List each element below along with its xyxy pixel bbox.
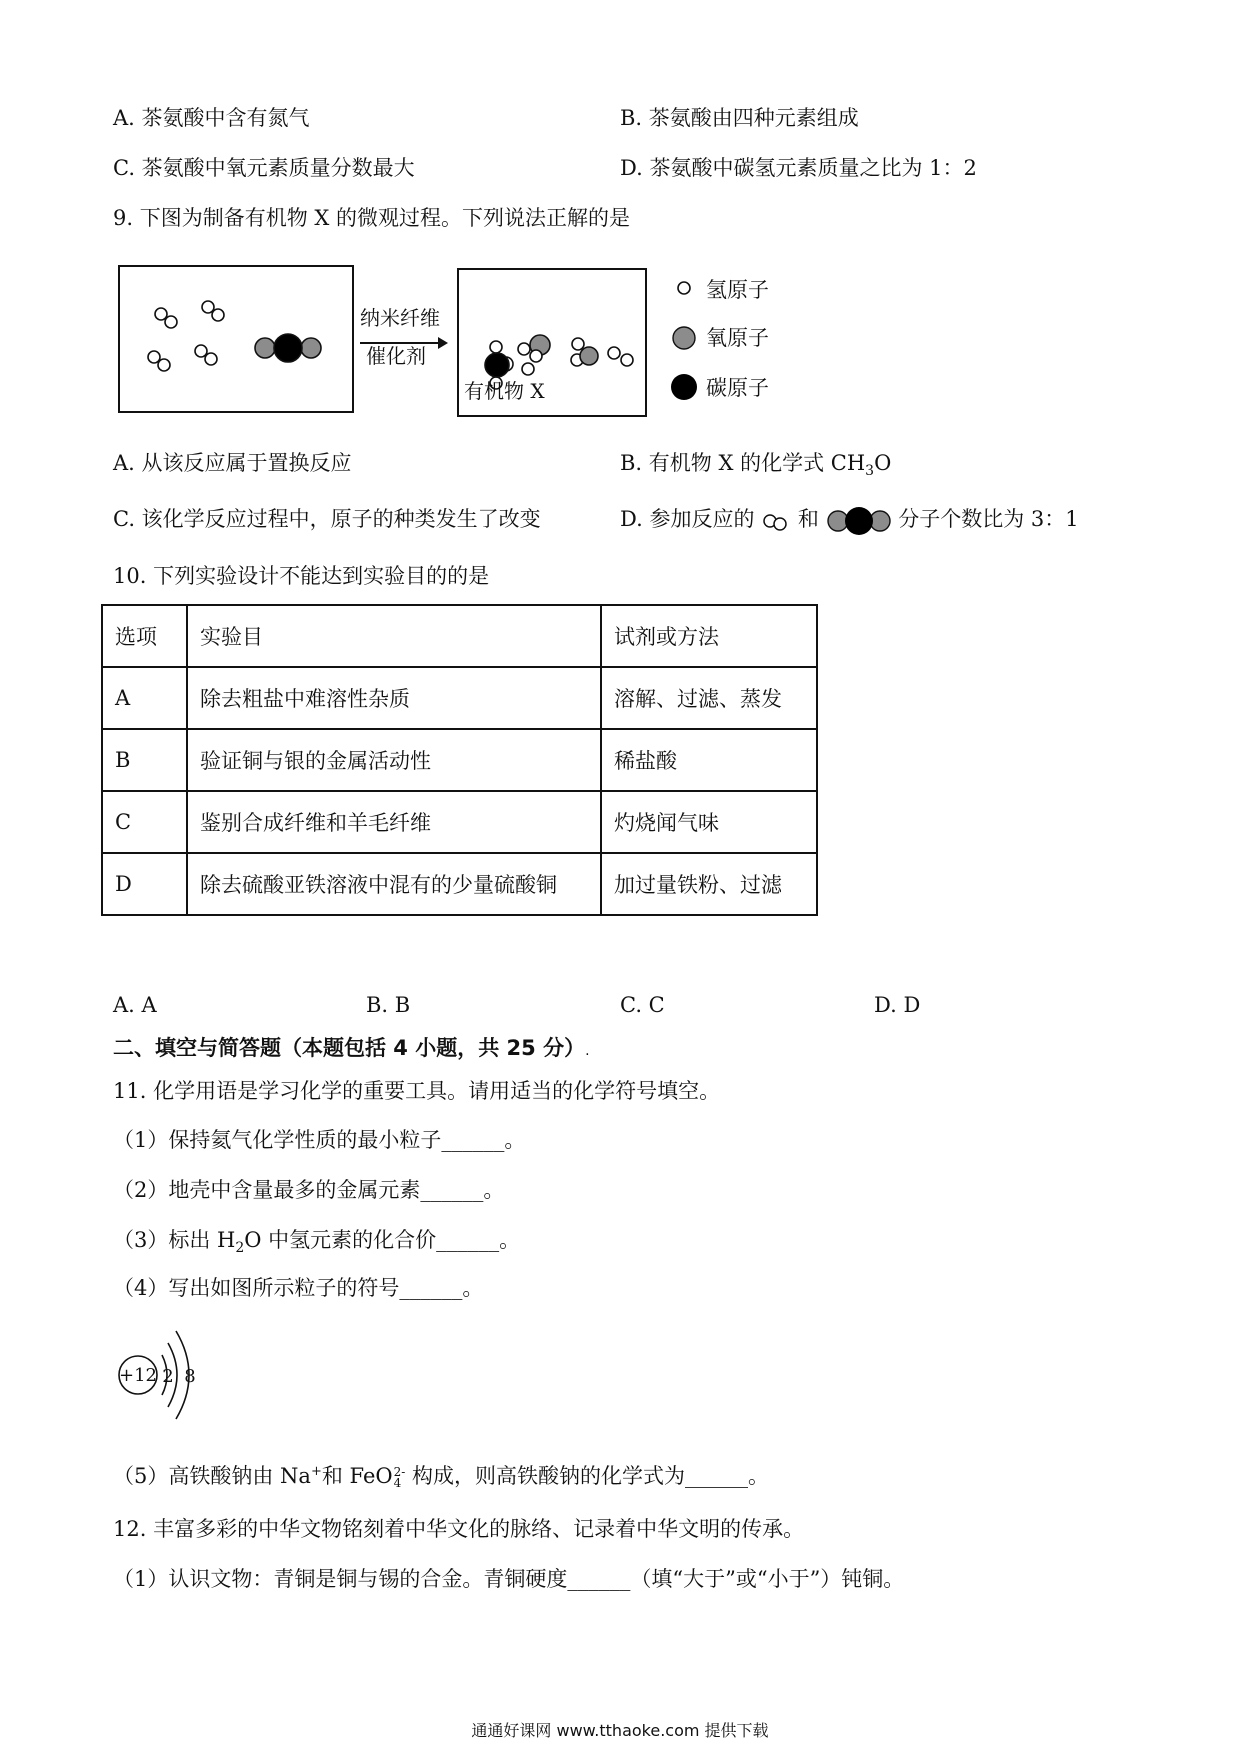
carbon-dioxide-molecule-icon [826, 507, 892, 535]
q8-option-a: A. 茶氨酸中含有氮气 [113, 106, 310, 130]
table-row [102, 667, 817, 729]
q12-part-1: （1）认识文物：青铜是铜与锡的合金。青铜硬度______（填“大于”或“小于”）钝铜。 [113, 1567, 905, 1591]
experiment-table [101, 604, 818, 916]
q11-part-4: （4）写出如图所示粒子的符号______。 [113, 1276, 484, 1300]
atom-structure-diagram [112, 1318, 212, 1430]
q9-option-b: B. 有机物 X 的化学式 $CH_3O$ [620, 451, 892, 480]
reactant-molecules [118, 265, 354, 413]
row-a-option: A [102, 667, 187, 729]
row-a-purpose: 除去粗盐中难溶性杂质 [187, 667, 601, 729]
catalyst-label-line2: 催化剂 [366, 344, 426, 368]
q10-stem: 10. 下列实验设计不能达到实验目的的是 [113, 564, 490, 588]
q8-option-c: C. 茶氨酸中氧元素质量分数最大 [113, 156, 415, 180]
q9-stem: 9. 下图为制备有机物 X 的微观过程。下列说法正解的是 [113, 206, 631, 230]
q11-part-1: （1）保持氦气化学性质的最小粒子______。 [113, 1128, 526, 1152]
catalyst-label-line1: 纳米纤维 [360, 306, 440, 330]
q8-option-d: D. 茶氨酸中碳氢元素质量之比为 1：2 [620, 156, 977, 180]
legend-oxygen: 氧原子 [706, 326, 769, 350]
table-row [102, 853, 817, 915]
header-option: 选项 [102, 605, 187, 667]
q9-option-c: C. 该化学反应过程中，原子的种类发生了改变 [113, 507, 541, 531]
row-a-method: 溶解、过滤、蒸发 [601, 667, 817, 729]
q8-option-b: B. 茶氨酸由四种元素组成 [620, 106, 859, 130]
legend-carbon: 碳原子 [706, 376, 769, 400]
q11-part-3: （3）标出 $H_2O$ 中氢元素的化合价______。 [113, 1228, 521, 1257]
section-2-title: 二、填空与简答题（本题包括 4 小题，共 25 分）. [113, 1036, 590, 1060]
oxygen-atom-icon [673, 327, 695, 349]
q9-option-d: D. 参加反应的 和 分子个数比为 3：1 [620, 505, 1079, 535]
legend-hydrogen: 氢原子 [706, 278, 769, 302]
hydrogen-atom-icon [678, 282, 690, 294]
atom-legend-icons [668, 275, 704, 395]
table-row [102, 791, 817, 853]
row-c-method: 灼烧闻气味 [601, 791, 817, 853]
q10-answer-a: A. A [113, 993, 157, 1017]
nucleus-charge: +12 [119, 1365, 157, 1386]
header-purpose: 实验目 [187, 605, 601, 667]
q11-part-2: （2）地壳中含量最多的金属元素______。 [113, 1178, 505, 1202]
q11-stem: 11. 化学用语是学习化学的重要工具。请用适当的化学符号填空。 [113, 1079, 721, 1103]
shell-2-electrons: 8 [184, 1366, 196, 1387]
q10-answer-c: C. C [620, 993, 665, 1017]
table-header-row [102, 605, 817, 667]
row-d-option: D [102, 853, 187, 915]
q10-answer-d: D. D [874, 993, 921, 1017]
q9-option-a: A. 从该反应属于置换反应 [113, 451, 352, 475]
row-b-purpose: 验证铜与银的金属活动性 [187, 729, 601, 791]
row-c-option: C [102, 791, 187, 853]
q10-answer-b: B. B [366, 993, 411, 1017]
table-row [102, 729, 817, 791]
product-label: 有机物 X [464, 379, 545, 403]
row-b-option: B [102, 729, 187, 791]
row-d-purpose: 除去硫酸亚铁溶液中混有的少量硫酸铜 [187, 853, 601, 915]
carbon-atom-icon [671, 374, 697, 400]
q11-part-5: （5）高铁酸钠由 Na+和 FeO 2- 4 构成，则高铁酸钠的化学式为______。 [113, 1464, 769, 1490]
row-c-purpose: 鉴别合成纤维和羊毛纤维 [187, 791, 601, 853]
shell-1-electrons: 2 [162, 1366, 174, 1387]
row-d-method: 加过量铁粉、过滤 [601, 853, 817, 915]
q12-stem: 12. 丰富多彩的中华文物铭刻着中华文化的脉络、记录着中华文明的传承。 [113, 1517, 805, 1541]
header-method: 试剂或方法 [601, 605, 817, 667]
hydrogen-molecule-icon [761, 510, 791, 532]
row-b-method: 稀盐酸 [601, 729, 817, 791]
page-footer: 通通好课网 www.tthaoke.com 提供下载 [471, 1721, 769, 1740]
